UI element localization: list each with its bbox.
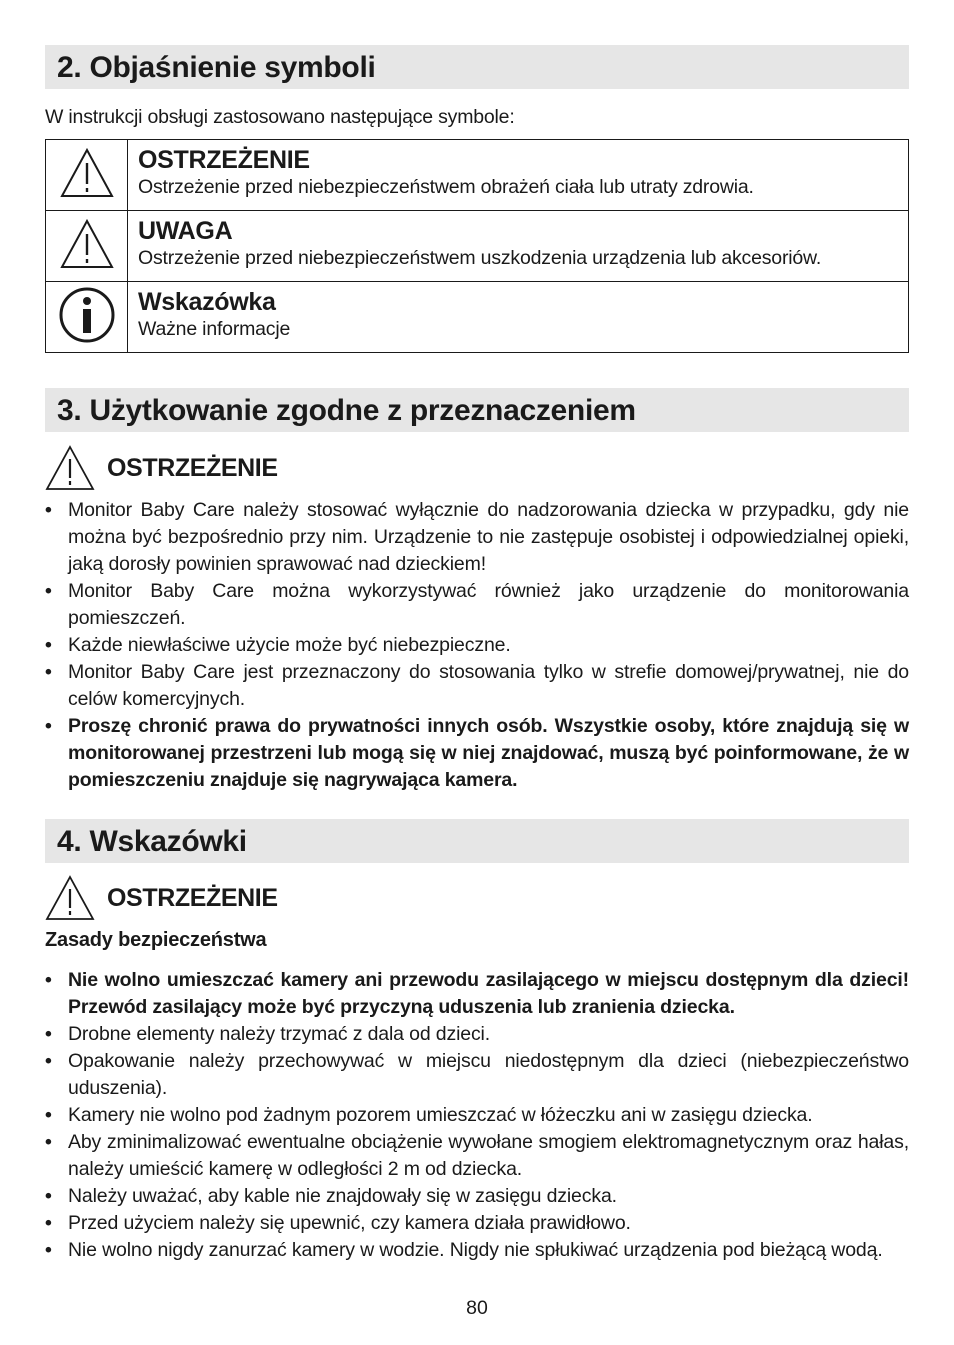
section-4-warning: [45, 873, 278, 923]
section-3-bullet-list: [45, 497, 909, 794]
section-4-heading: 4. Wskazówki: [45, 819, 909, 863]
symbol-title: OSTRZEŻENIE: [138, 146, 310, 174]
list-item: • Drobne elementy należy trzymać z dala od dzieci.: [45, 1021, 909, 1048]
warning-triangle-icon: [45, 445, 95, 491]
section-4-bullet-list: [45, 967, 909, 1264]
caution-triangle-icon: [59, 218, 115, 270]
section-3-heading: 3. Użytkowanie zgodne z przeznaczeniem: [45, 388, 909, 432]
symbol-icon-cell: [46, 211, 128, 282]
section-2-heading: 2. Objaśnienie symboli: [45, 45, 909, 89]
warning-triangle-icon: [45, 875, 95, 921]
warning-label: OSTRZEŻENIE: [107, 453, 278, 482]
list-item: • Opakowanie należy przechowywać w miejscu niedostępnym dla dzieci (niebezpieczeństwo uduszenia).: [45, 1048, 909, 1102]
list-item: • Aby zminimalizować ewentualne obciążenie wywołane smogiem elektromagnetycznym oraz hałas, należy umieścić kamerę w odległości 2 m od dziecka.: [45, 1129, 909, 1183]
list-item: • Proszę chronić prawa do prywatności innych osób. Wszystkie osoby, które znajdują się w monitorowanej przestrzeni lub mogą się w niej znajdować, muszą być poinformowane, że w pomieszczeniu znajduje się nagrywająca kamera.: [45, 713, 909, 794]
list-item: • Należy uważać, aby kable nie znajdowały się w zasięgu dziecka.: [45, 1183, 909, 1210]
list-item: • Monitor Baby Care jest przeznaczony do stosowania tylko w strefie domowej/prywatnej, nie do celów komercyjnych.: [45, 659, 909, 713]
list-item: • Każde niewłaściwe użycie może być niebezpieczne.: [45, 632, 909, 659]
symbol-row-info: [46, 282, 909, 353]
symbol-icon-cell: [46, 140, 128, 211]
warning-label: OSTRZEŻENIE: [107, 883, 278, 912]
warning-triangle-icon: [59, 147, 115, 199]
symbol-description: Ostrzeżenie przed niebezpieczeństwem obrażeń ciała lub utraty zdrowia.: [138, 176, 754, 198]
page-number: 80: [466, 1297, 488, 1319]
list-item: • Monitor Baby Care należy stosować wyłącznie do nadzorowania dziecka w przypadku, gdy nie można być bezpośrednio przy nim. Urządzenie to nie zastępuje osobistej i odpowiedzialnej opieki, jaką dorosły powinien sprawować nad dzieckiem!: [45, 497, 909, 578]
list-item: • Nie wolno umieszczać kamery ani przewodu zasilającego w miejscu dostępnym dla dzieci! Przewód zasilający może być przyczyną uduszenia lub zranienia dziecka.: [45, 967, 909, 1021]
section-3-warning: [45, 443, 278, 493]
symbol-icon-cell: [46, 282, 128, 353]
symbol-description: Ważne informacje: [138, 318, 291, 340]
list-item: • Przed użyciem należy się upewnić, czy kamera działa prawidłowo.: [45, 1210, 909, 1237]
info-icon: [58, 286, 116, 344]
list-item: • Nie wolno nigdy zanurzać kamery w wodzie. Nigdy nie spłukiwać urządzenia pod bieżącą wodą.: [45, 1237, 909, 1264]
list-item: • Kamery nie wolno pod żadnym pozorem umieszczać w łóżeczku ani w zasięgu dziecka.: [45, 1102, 909, 1129]
section-2-intro: W instrukcji obsługi zastosowano następujące symbole:: [45, 106, 515, 128]
list-item: • Monitor Baby Care można wykorzystywać również jako urządzenie do monitorowania pomieszczeń.: [45, 578, 909, 632]
symbol-title: UWAGA: [138, 217, 233, 245]
symbol-title: Wskazówka: [138, 288, 276, 316]
symbol-row-warning: [46, 140, 909, 211]
symbol-row-caution: [46, 211, 909, 282]
safety-rules-subheading: Zasady bezpieczeństwa: [45, 929, 267, 951]
symbol-description: Ostrzeżenie przed niebezpieczeństwem uszkodzenia urządzenia lub akcesoriów.: [138, 247, 822, 269]
symbols-table: [45, 139, 909, 353]
